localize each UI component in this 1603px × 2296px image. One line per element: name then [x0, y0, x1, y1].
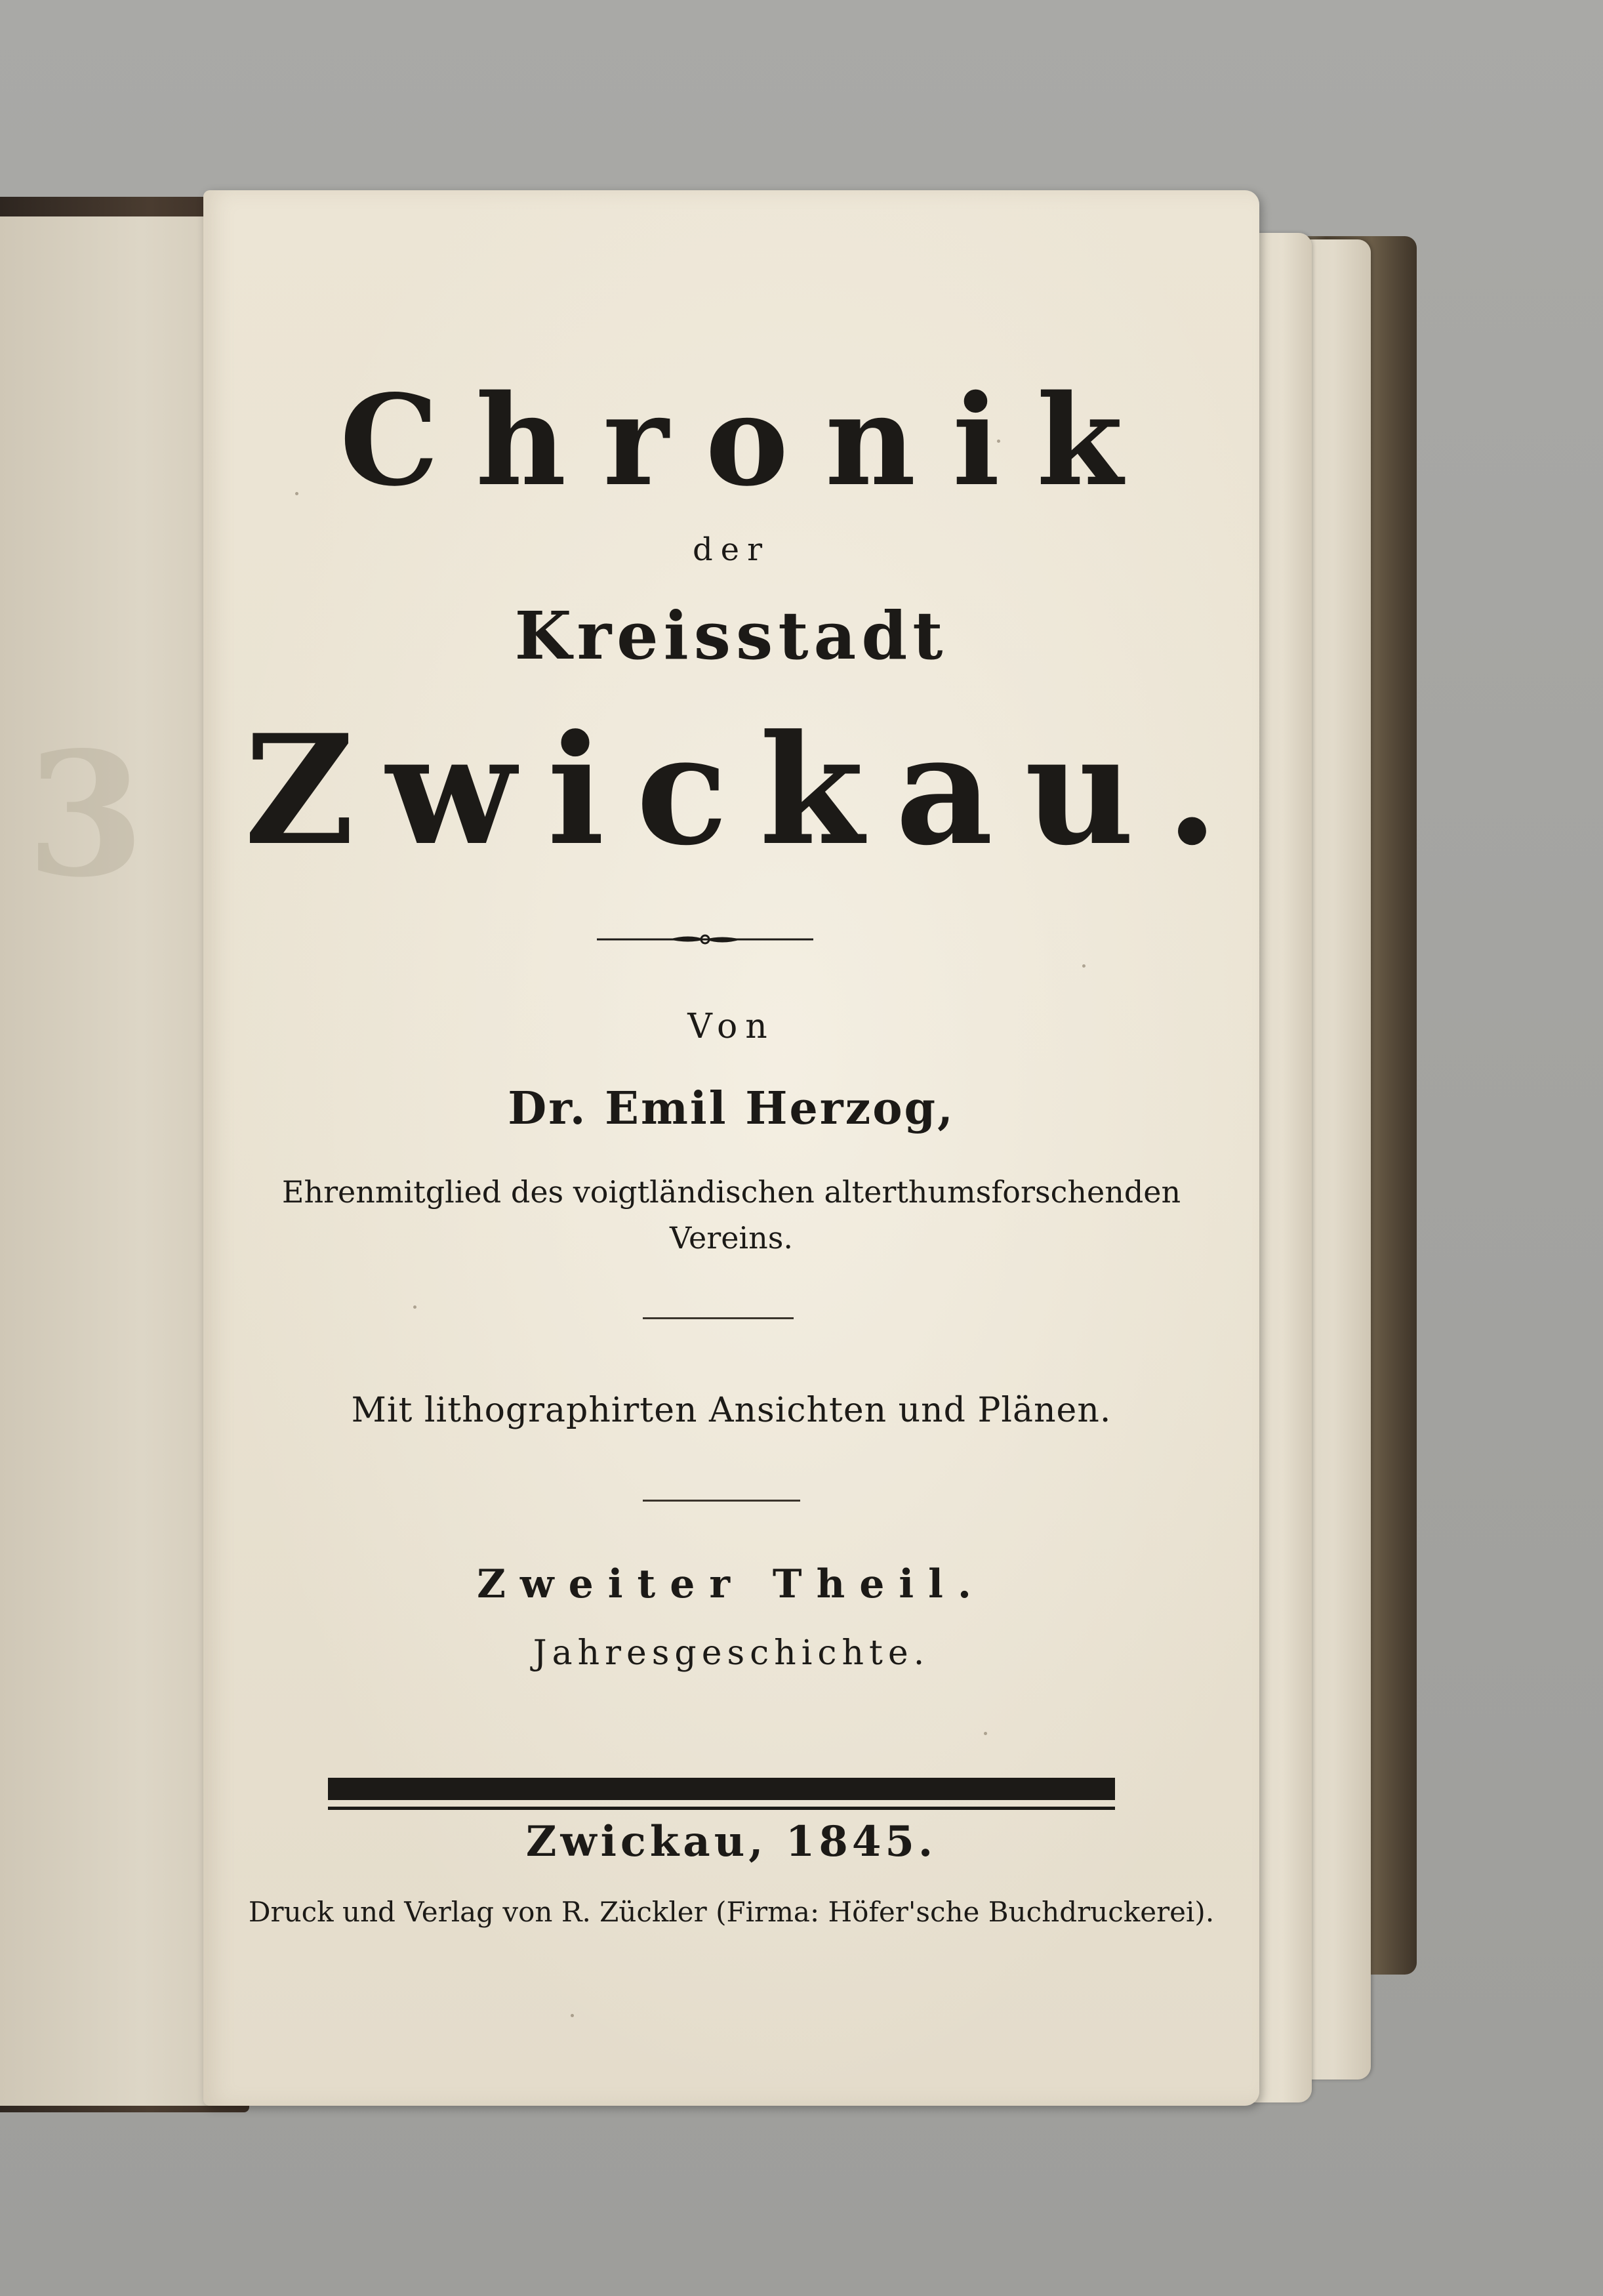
ornament-divider [597, 932, 813, 947]
illustrations-note: Mit lithographirten Ansichten und Plänen. [351, 1391, 1112, 1430]
title-city: Zwickau. [244, 702, 1250, 879]
imprint-thin-rule [328, 1807, 1115, 1810]
left-page-show-through: 3 [26, 715, 145, 915]
volume-subtitle: Jahresgeschichte. [533, 1633, 930, 1673]
title-page [203, 190, 1259, 2106]
author-name: Dr. Emil Herzog, [508, 1082, 955, 1135]
imprint-place-year: Zwickau, 1845. [525, 1817, 937, 1866]
imprint-thick-rule [328, 1778, 1115, 1800]
title-city-prefix: Kreisstadt [514, 597, 948, 674]
title-der: der [692, 531, 771, 568]
title-main: Chronik [339, 367, 1160, 514]
short-rule-top [643, 1317, 794, 1319]
volume-label: Zweiter Theil. [477, 1561, 986, 1607]
author-title-line1: Ehrenmitglied des voigtländischen alterthumsforschenden [281, 1174, 1181, 1210]
imprint-printer: Druck und Verlag von R. Zückler (Firma: Höfer'sche Buchdruckerei). [248, 1896, 1215, 1928]
author-title-line2: Vereins. [670, 1220, 793, 1256]
left-page [0, 216, 236, 2106]
short-rule-bottom [643, 1500, 800, 1502]
byline-von: Von [687, 1007, 775, 1046]
